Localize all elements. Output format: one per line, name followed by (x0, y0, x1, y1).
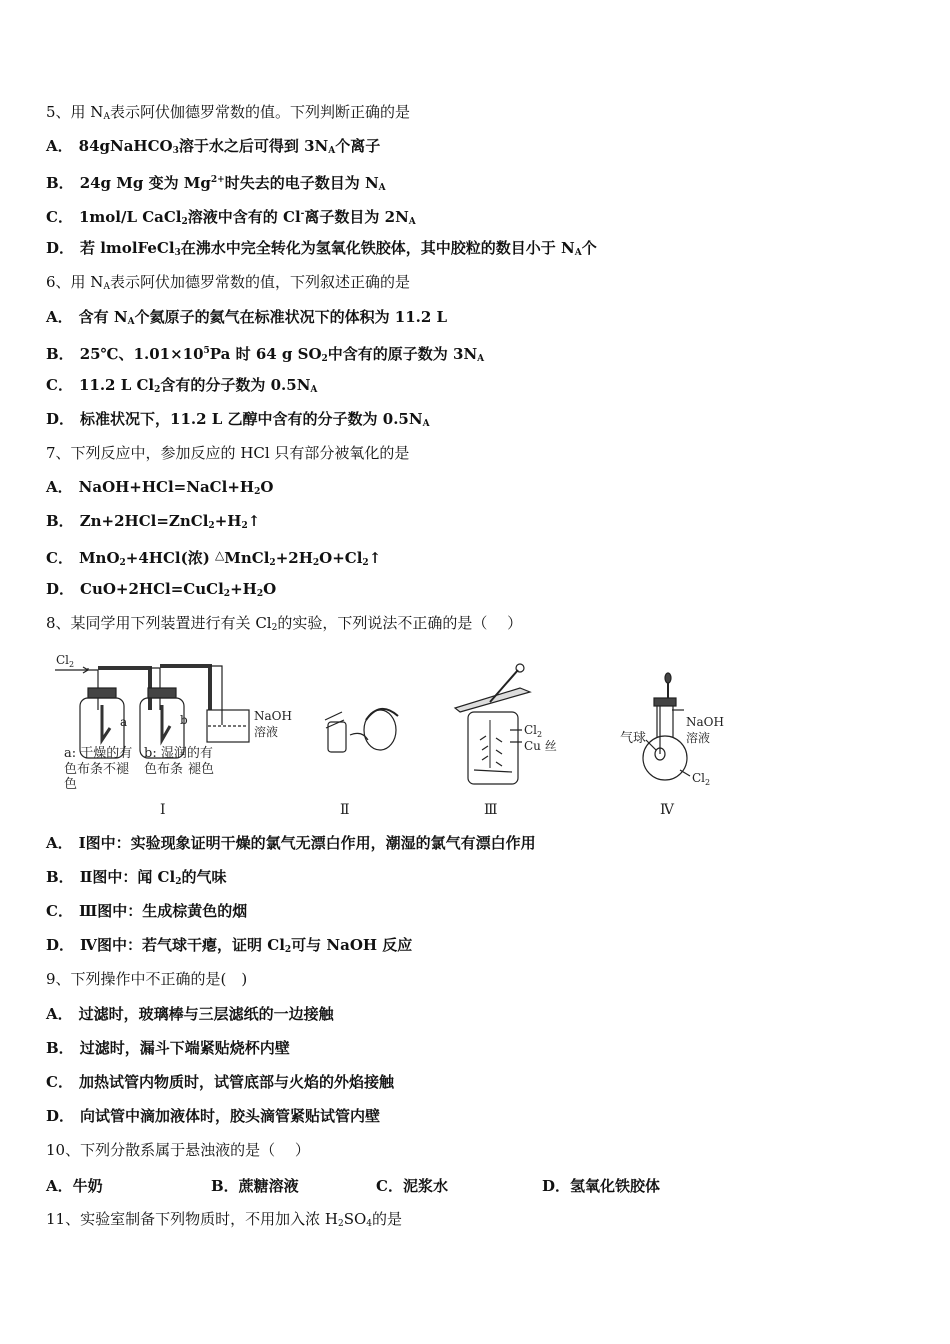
naoh-label-1: NaOH (254, 709, 292, 723)
q8-option-c: C． Ⅲ图中：生成棕黄色的烟 (46, 902, 248, 920)
round-flask (643, 736, 687, 780)
q9-option-a: A． 过滤时，玻璃棒与三层滤纸的一边接触 (46, 1005, 334, 1023)
q6-option-c: C． 11.2 L $Cl_2$含有的分子数为 $0.5N_A$ (46, 376, 318, 395)
q6-stem: 6、用 $N_A$表示阿伏加德罗常数的值，下列叙述正确的是 (46, 273, 410, 292)
q10-option-a: A．牛奶 (46, 1177, 103, 1195)
q9-option-d: D． 向试管中滴加液体时，胶头滴管紧贴试管内壁 (46, 1107, 381, 1125)
flask-stopper (654, 698, 676, 706)
q8-apparatus-figure (50, 650, 750, 820)
cl2-label-4: $Cl_2$ (692, 771, 711, 787)
gas-jar-3 (468, 712, 518, 784)
fabric-strip-b (162, 705, 170, 740)
spark-lines (474, 736, 512, 772)
naoh-label-4: NaOH (686, 715, 724, 729)
q11-stem: 11、实验室制备下列物质时，不用加入浓 $H_2SO_4$的是 (46, 1210, 403, 1229)
q9-option-c: C． 加热试管内物质时，试管底部与火焰的外焰接触 (46, 1073, 394, 1091)
label-a-line3: 色 (64, 777, 78, 792)
roman-iii: Ⅲ (484, 802, 498, 818)
q10-stem: 10、下列分散系属于悬浊液的是（ ） (46, 1141, 310, 1159)
q8-stem: 8、某同学用下列装置进行有关 $Cl_2$的实验，下列说法不正确的是（ ） (46, 614, 523, 633)
cl2-pointer (510, 730, 522, 742)
q10-option-c: C．泥浆水 (376, 1177, 448, 1195)
tong-handle (516, 664, 524, 672)
apparatus-drawing (50, 650, 750, 820)
q6-option-a: A． 含有 $N_A$个氦原子的氦气在标准状况下的体积为 11.2 L (46, 308, 448, 327)
stopper-1 (88, 688, 116, 698)
solution-label-4: 溶液 (686, 731, 711, 745)
q8-option-a: A． Ⅰ图中：实验现象证明干燥的氯气无漂白作用，潮湿的氯气有漂白作用 (46, 834, 536, 852)
solution-label-1: 溶液 (254, 725, 279, 739)
fabric-strip-a (102, 705, 110, 740)
label-b-line2: 色布条 (144, 762, 184, 777)
q10-option-d: D．氢氧化铁胶体 (542, 1177, 661, 1195)
label-a-line2: 色布条不褪 (64, 762, 130, 777)
cu-wire-label: Cu 丝 (524, 739, 557, 753)
q8-option-d: D． Ⅳ图中：若气球干瘪，证明 $Cl_2$可与 NaOH 反应 (46, 936, 413, 955)
roman-ii: Ⅱ (340, 802, 350, 818)
q8-option-b: B． Ⅱ图中：闻 $Cl_2$的气味 (46, 868, 227, 887)
q7-option-a: A． $NaOH+HCl=NaCl+H_2O$ (46, 478, 274, 497)
q7-option-b: B． $Zn+2HCl=ZnCl_2+H_2↑$ (46, 512, 261, 531)
roman-iv: Ⅳ (660, 802, 674, 818)
q5-option-b: B． 24g Mg 变为 $Mg^{2+}$时失去的电子数目为 $N_A$ (46, 174, 386, 193)
q6-option-d: D． 标准状况下，11.2 L 乙醇中含有的分子数为 $0.5N_A$ (46, 410, 430, 429)
mark-b: b (180, 713, 188, 727)
q10-option-b: B．蔗糖溶液 (211, 1177, 299, 1195)
q9-option-b: B． 过滤时，漏斗下端紧贴烧杯内壁 (46, 1039, 290, 1057)
q5-option-a: A． 84gNaHCO$_3$溶于水之后可得到 $3N_A$个离子 (46, 137, 381, 156)
cl2-inlet-label: $Cl_2$ (56, 653, 75, 669)
dropper-bulb (665, 673, 671, 683)
label-b-line1: b: 湿润的有 (144, 746, 213, 761)
balloon-label: 气球 (620, 731, 647, 746)
mark-a: a (120, 715, 128, 729)
q7-option-d: D． $CuO+2HCl=CuCl_2+H_2O$ (46, 580, 277, 599)
q5-option-d: D． 若 lmolFeCl$_3$在沸水中完全转化为氢氧化铁胶体，其中胶粒的数目小于 $N_A$个 (46, 239, 597, 258)
roman-i: Ⅰ (160, 802, 166, 818)
label-a-line1: a: 干燥的有 (64, 746, 133, 761)
stopper-2 (148, 688, 176, 698)
label-b-line3: 褪色 (188, 762, 215, 777)
q9-stem: 9、下列操作中不正确的是( ) (46, 970, 248, 988)
q7-stem: 7、下列反应中，参加反应的 HCl 只有部分被氧化的是 (46, 444, 410, 462)
q5-stem: 5、用 $N_A$表示阿伏伽德罗常数的值。下列判断正确的是 (46, 103, 410, 122)
cl2-label-3: $Cl_2$ (524, 723, 543, 739)
q5-option-c: C． 1mol/L CaCl$_2$溶液中含有的 Cl-离子数目为 $2N_A$ (46, 208, 416, 227)
q7-option-c: C． MnO$_2$+4HCl(浓) $^\triangle MnCl_2+2H_2O+Cl_2↑$ (46, 548, 382, 568)
q6-option-b: B． 25℃、$1.01\times 10^5Pa$ 时 64 g $SO_2$中含有的原子数为 $3N_A$ (46, 345, 485, 364)
